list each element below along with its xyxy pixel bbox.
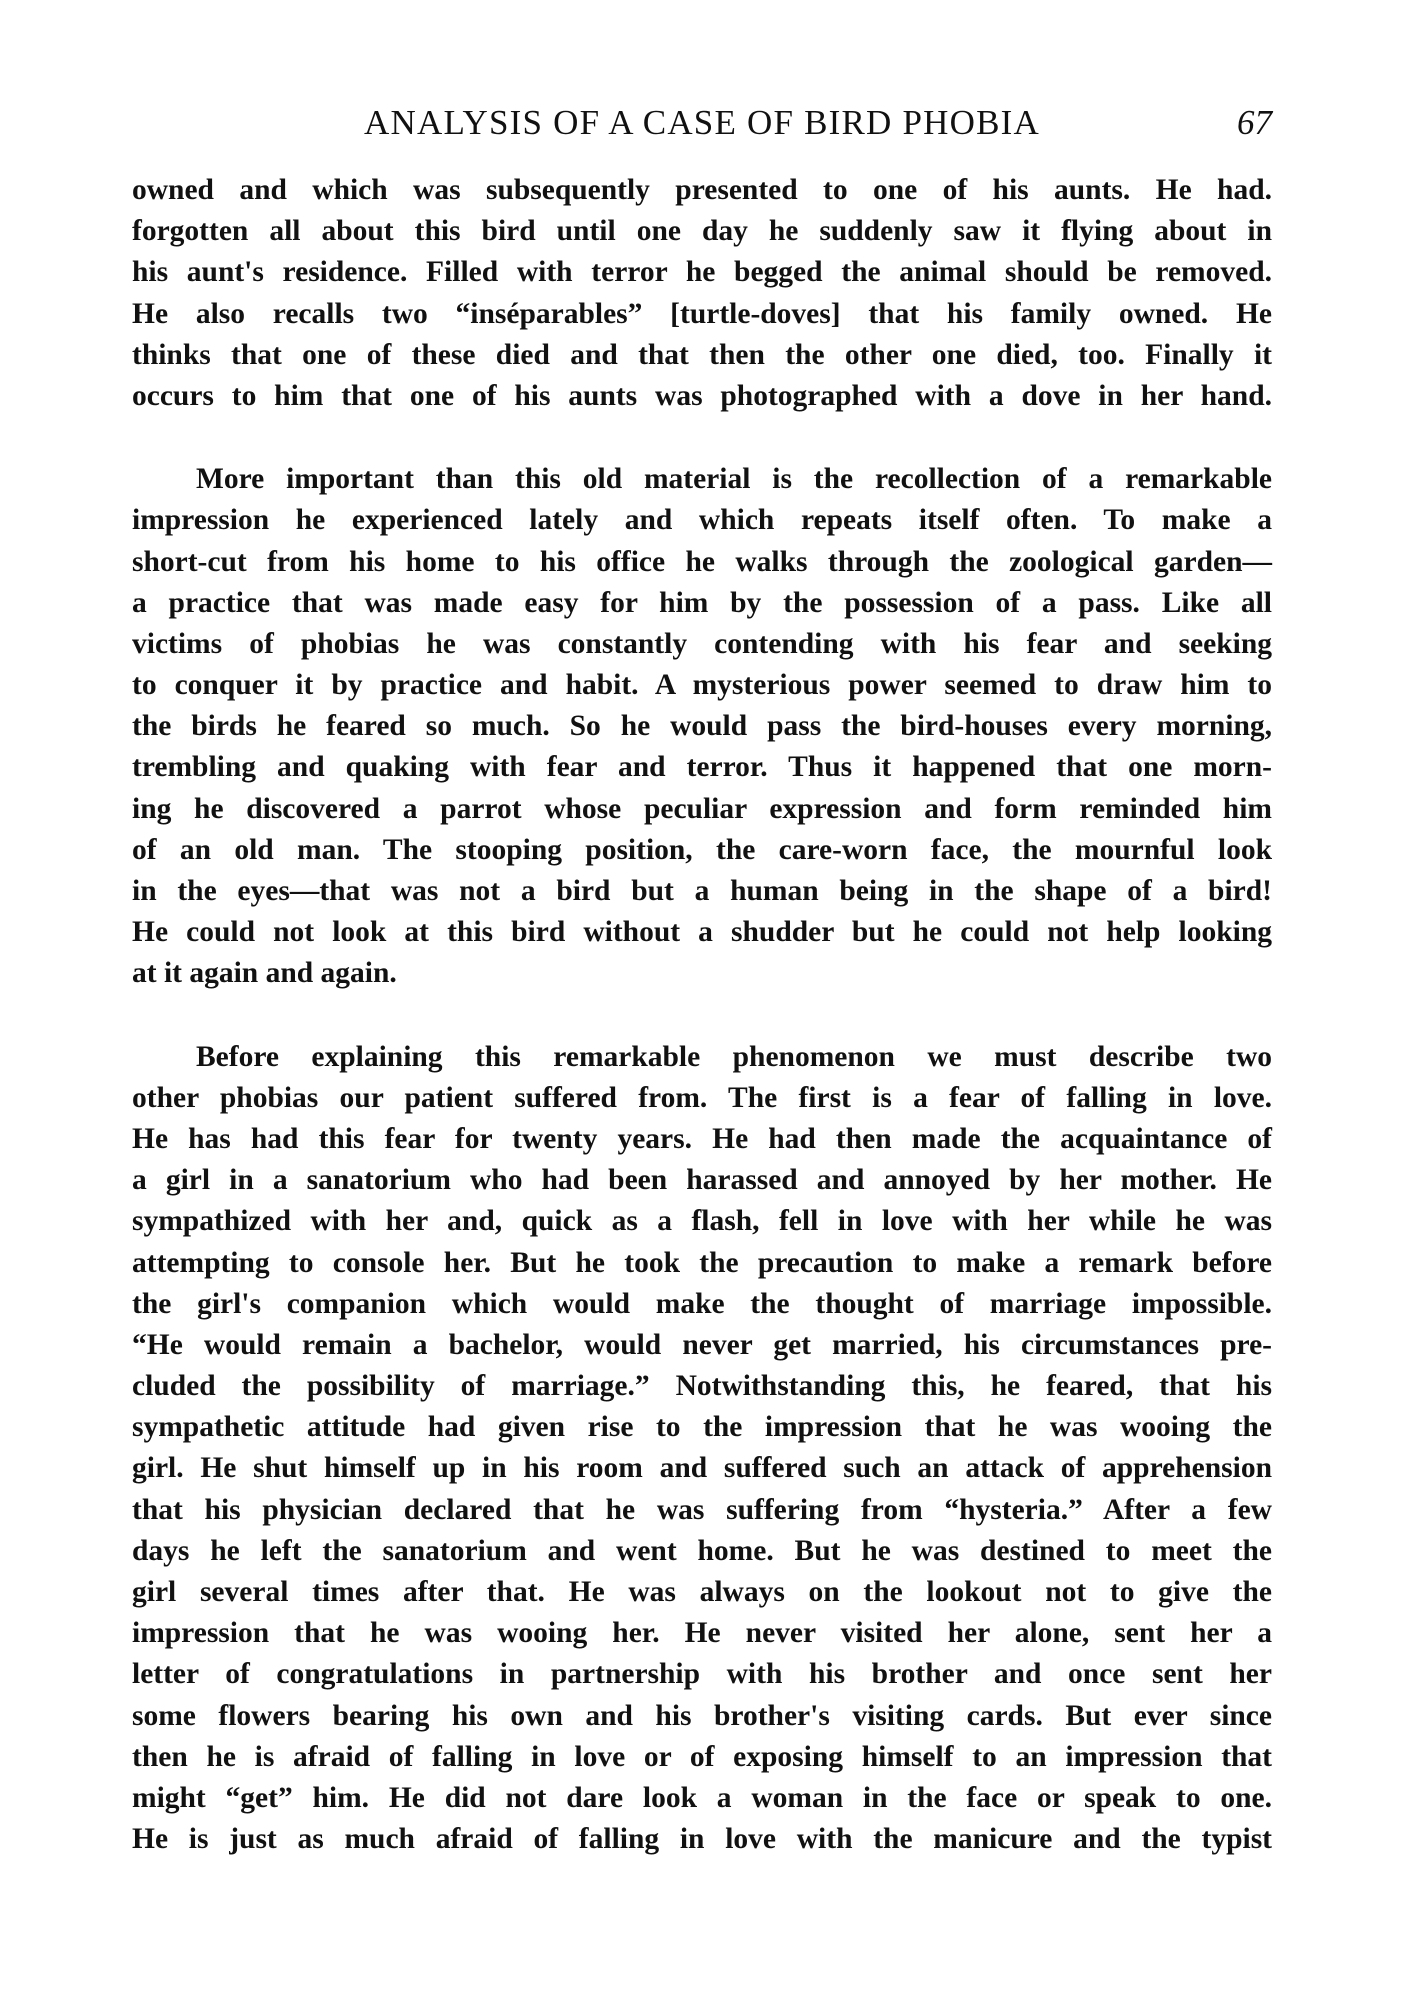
- text-line: More important than this old material is the recollection of a remarkable: [196, 463, 1272, 496]
- text-line: the girl's companion which would make the thought of marriage impossible.: [132, 1287, 1272, 1320]
- running-title: ANALYSIS OF A CASE OF BIRD PHOBIA: [364, 103, 1040, 142]
- text-line: other phobias our patient suffered from. The first is a fear of falling in love.: [132, 1081, 1272, 1114]
- text-line: ing he discovered a parrot whose peculiar expression and form reminded him: [132, 792, 1272, 825]
- text-line: some flowers bearing his own and his brother's visiting cards. But ever since: [132, 1699, 1272, 1732]
- text-line: He also recalls two “inséparables” [turtle-doves] that his family owned. He: [132, 297, 1272, 330]
- running-head: [132, 98, 1272, 148]
- text-line: impression that he was wooing her. He never visited her alone, sent her a: [132, 1617, 1272, 1650]
- text-line: days he left the sanatorium and went home. But he was destined to meet the: [132, 1534, 1272, 1567]
- text-line: a girl in a sanatorium who had been harassed and annoyed by her mother. He: [132, 1164, 1272, 1197]
- text-line: thinks that one of these died and that then the other one died, too. Finally it: [132, 338, 1272, 371]
- body-text: [132, 170, 1272, 1860]
- paragraph-2: [132, 459, 1272, 994]
- text-line: forgotten all about this bird until one day he suddenly saw it flying about in: [132, 215, 1272, 248]
- paragraph-gap: [132, 995, 1272, 1037]
- text-line: impression he experienced lately and which repeats itself often. To make a: [132, 504, 1272, 537]
- text-line: He has had this fear for twenty years. He had then made the acquaintance of: [132, 1122, 1272, 1155]
- text-line: owned and which was subsequently presented to one of his aunts. He had.: [132, 174, 1272, 206]
- text-line: a practice that was made easy for him by the possession of a pass. Like all: [132, 586, 1272, 619]
- text-line: girl. He shut himself up in his room and suffered such an attack of apprehension: [132, 1452, 1272, 1485]
- text-line: “He would remain a bachelor, would never get married, his circumstances pre-: [132, 1328, 1272, 1361]
- text-line: trembling and quaking with fear and terror. Thus it happened that one morn-: [132, 751, 1272, 784]
- text-line: attempting to console her. But he took the precaution to make a remark before: [132, 1246, 1272, 1279]
- text-line: that his physician declared that he was suffering from “hysteria.” After a few: [132, 1493, 1272, 1526]
- text-line: might “get” him. He did not dare look a woman in the face or speak to one.: [132, 1781, 1272, 1814]
- text-line: the birds he feared so much. So he would pass the bird-houses every morning,: [132, 710, 1272, 743]
- text-line: his aunt's residence. Filled with terror he begged the animal should be removed.: [132, 256, 1272, 289]
- text-line: girl several times after that. He was always on the lookout not to give the: [132, 1576, 1272, 1608]
- text-line: letter of congratulations in partnership with his brother and once sent her: [132, 1658, 1272, 1691]
- text-line: to conquer it by practice and habit. A mysterious power seemed to draw him to: [132, 669, 1272, 702]
- text-line: cluded the possibility of marriage.” Notwithstanding this, he feared, that his: [132, 1370, 1272, 1403]
- text-line: He could not look at this bird without a shudder but he could not help looking: [132, 916, 1272, 949]
- text-line: sympathetic attitude had given rise to the impression that he was wooing the: [132, 1411, 1272, 1444]
- text-line: in the eyes—that was not a bird but a human being in the shape of a bird!: [132, 875, 1272, 907]
- text-line: of an old man. The stooping position, the care-worn face, the mournful look: [132, 833, 1272, 866]
- text-line: at it again and again.: [132, 957, 397, 990]
- paragraph-1: [132, 170, 1272, 417]
- text-line: sympathized with her and, quick as a flash, fell in love with her while he was: [132, 1205, 1272, 1238]
- text-line: occurs to him that one of his aunts was photographed with a dove in her hand.: [132, 379, 1272, 412]
- text-line: He is just as much afraid of falling in love with the manicure and the typist: [132, 1823, 1272, 1856]
- text-line: then he is afraid of falling in love or of exposing himself to an impression that: [132, 1740, 1272, 1773]
- page-number: 67: [1237, 103, 1272, 142]
- text-line: short-cut from his home to his office he walks through the zoological garden—: [132, 545, 1272, 578]
- paragraph-3: [132, 1037, 1272, 1861]
- text-line: victims of phobias he was constantly contending with his fear and seeking: [132, 627, 1272, 660]
- paragraph-gap: [132, 417, 1272, 459]
- text-line: Before explaining this remarkable phenomenon we must describe two: [196, 1040, 1272, 1073]
